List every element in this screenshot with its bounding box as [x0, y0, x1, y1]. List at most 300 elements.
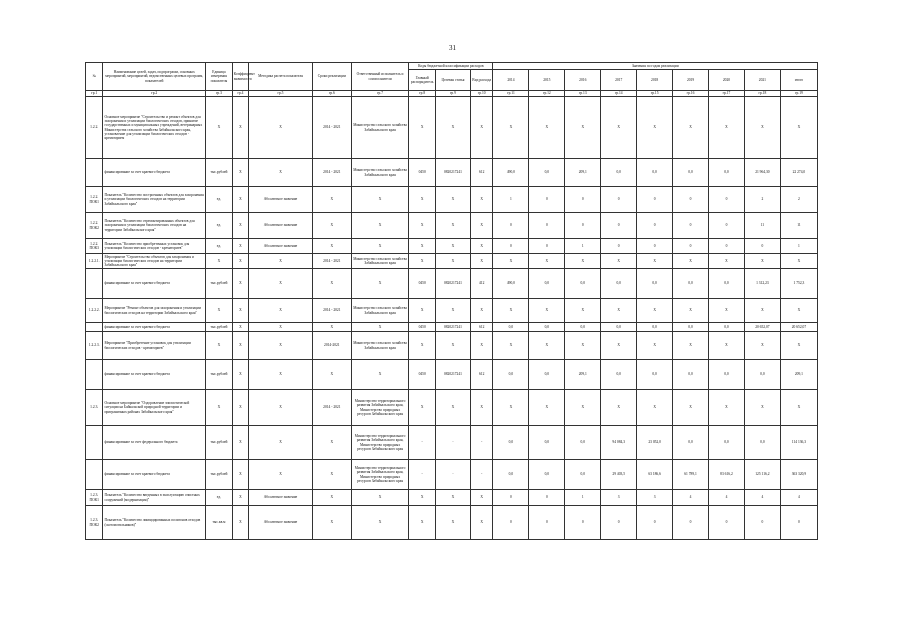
- table-cell: 1 312,23: [744, 269, 780, 299]
- table-cell: X: [206, 332, 233, 360]
- table-cell: 209,1: [565, 360, 601, 390]
- column-number: гр.12: [529, 91, 565, 97]
- table-cell: X: [351, 269, 408, 299]
- table-cell: X: [637, 299, 673, 323]
- table-cell: X: [470, 97, 493, 159]
- table-cell: 0,0: [493, 460, 529, 490]
- table-cell: X: [351, 323, 408, 332]
- table-cell: 0: [709, 187, 745, 213]
- table-cell: X: [436, 490, 471, 506]
- table-cell: 0,0: [637, 159, 673, 187]
- table-cell: X: [232, 159, 248, 187]
- table-cell: 0: [601, 239, 637, 254]
- column-number: гр.7: [351, 91, 408, 97]
- table-cell: X: [436, 97, 471, 159]
- table-cell: 0,0: [601, 323, 637, 332]
- header-method: Методика расчета показателя: [249, 63, 313, 91]
- page-number: 31: [449, 44, 456, 52]
- table-cell: X: [673, 299, 709, 323]
- table-cell: X: [436, 506, 471, 540]
- table-cell: X: [470, 506, 493, 540]
- table-cell: 2: [780, 187, 817, 213]
- table-cell: 61 789,1: [673, 460, 709, 490]
- table-row: [86, 360, 818, 390]
- program-table: [85, 62, 818, 540]
- table-row: [86, 460, 818, 490]
- table-cell: X: [409, 213, 436, 239]
- table-cell: 1.2.3.: [86, 390, 103, 426]
- table-cell: тыс.рублей: [206, 360, 233, 390]
- table-cell: X: [709, 299, 745, 323]
- table-cell: 1: [565, 490, 601, 506]
- table-cell: Показатель "Количество ликвидированных полигонов отходов (скотомогильников)": [103, 506, 206, 540]
- table-cell: X: [232, 269, 248, 299]
- table-cell: X: [312, 426, 351, 460]
- table-cell: 1: [565, 239, 601, 254]
- table-cell: 0,0: [493, 426, 529, 460]
- table-cell: 63 186,6: [637, 460, 673, 490]
- table-cell: X: [565, 97, 601, 159]
- table-cell: 0: [673, 213, 709, 239]
- table-cell: X: [493, 390, 529, 426]
- table-row: [86, 254, 818, 269]
- table-cell: 94 084,3: [601, 426, 637, 460]
- table-cell: X: [232, 254, 248, 269]
- table-cell: X: [232, 460, 248, 490]
- table-cell: Мероприятие "Строительство объектов для захоронения и утилизации биологических отходов на территории Забайкальского края": [103, 254, 206, 269]
- table-cell: тыс.кв.м: [206, 506, 233, 540]
- table-cell: 22 274,0: [780, 159, 817, 187]
- table-cell: X: [232, 299, 248, 323]
- table-cell: тыс.рублей: [206, 159, 233, 187]
- table-cell: X: [637, 332, 673, 360]
- table-cell: 2014 - 2021: [312, 97, 351, 159]
- table-cell: 0: [709, 506, 745, 540]
- table-cell: [86, 269, 103, 299]
- table-cell: финансирование за счет краевого бюджета: [103, 269, 206, 299]
- table-cell: X: [673, 254, 709, 269]
- header-year: итого: [780, 70, 817, 91]
- table-cell: X: [312, 213, 351, 239]
- table-cell: 125 116,2: [744, 460, 780, 490]
- column-number: гр.18: [744, 91, 780, 97]
- table-cell: X: [206, 97, 233, 159]
- table-cell: X: [470, 213, 493, 239]
- table-cell: X: [436, 187, 471, 213]
- table-cell: ед.: [206, 187, 233, 213]
- table-cell: X: [351, 490, 408, 506]
- table-cell: 0820217241: [436, 323, 471, 332]
- table-cell: X: [780, 254, 817, 269]
- table-cell: 0,0: [709, 159, 745, 187]
- header-year: 2015: [529, 70, 565, 91]
- table-cell: 612: [470, 323, 493, 332]
- header-unit: Единица измерения показателя: [206, 63, 233, 91]
- table-cell: X: [709, 97, 745, 159]
- table-cell: X: [232, 187, 248, 213]
- table-cell: 20 652,07: [744, 323, 780, 332]
- header-kbk-col: Вид расхода: [470, 70, 493, 91]
- table-cell: 1: [780, 239, 817, 254]
- table-cell: X: [232, 213, 248, 239]
- table-cell: 1.2.2.2.: [86, 299, 103, 323]
- table-cell: 1 752,3: [780, 269, 817, 299]
- table-cell: 0: [529, 187, 565, 213]
- table-cell: X: [409, 254, 436, 269]
- table-cell: 0,0: [529, 360, 565, 390]
- table-cell: 0: [565, 187, 601, 213]
- table-cell: 612: [470, 159, 493, 187]
- table-cell: 2: [744, 187, 780, 213]
- table-cell: -: [436, 460, 471, 490]
- table-cell: X: [249, 254, 313, 269]
- table-cell: X: [312, 187, 351, 213]
- table-cell: 0,0: [673, 360, 709, 390]
- table-cell: X: [232, 506, 248, 540]
- table-cell: Основное мероприятие "Оздоровление эпизоотической ситуации на Байкальской природной территории и приграничных районах Забайкальского края": [103, 390, 206, 426]
- column-number: гр.14: [601, 91, 637, 97]
- table-cell: 0: [565, 213, 601, 239]
- table-cell: X: [312, 360, 351, 390]
- table-row: [86, 426, 818, 460]
- table-cell: 0,0: [601, 269, 637, 299]
- table-cell: X: [312, 506, 351, 540]
- table-cell: 0,0: [565, 269, 601, 299]
- table-cell: Показатель "Количество введенных в эксплуатацию очистных сооружений (модернизация)": [103, 490, 206, 506]
- table-cell: финансирование за счет краевого бюджета: [103, 323, 206, 332]
- table-cell: X: [529, 254, 565, 269]
- table-cell: X: [351, 506, 408, 540]
- column-number: гр.10: [470, 91, 493, 97]
- table-cell: X: [529, 299, 565, 323]
- table-cell: -: [436, 426, 471, 460]
- table-cell: 0: [529, 506, 565, 540]
- table-cell: 1.2.2. ПОК3: [86, 239, 103, 254]
- table-row: [86, 390, 818, 426]
- column-number: гр.5: [249, 91, 313, 97]
- table-cell: X: [232, 390, 248, 426]
- table-cell: 0,0: [744, 360, 780, 390]
- table-cell: 2014 - 2021: [312, 390, 351, 426]
- table-cell: 4: [780, 490, 817, 506]
- column-number: гр.6: [312, 91, 351, 97]
- table-cell: 0: [744, 239, 780, 254]
- table-cell: X: [493, 332, 529, 360]
- table-cell: X: [249, 159, 313, 187]
- table-cell: X: [565, 254, 601, 269]
- table-cell: -: [409, 460, 436, 490]
- table-cell: X: [206, 299, 233, 323]
- table-cell: X: [673, 332, 709, 360]
- table-cell: 0,0: [529, 323, 565, 332]
- table-cell: 29 403,5: [601, 460, 637, 490]
- column-number: гр.9: [436, 91, 471, 97]
- header-year: 2018: [637, 70, 673, 91]
- table-cell: 1.2.3. ПОК1: [86, 490, 103, 506]
- table-cell: 0: [637, 239, 673, 254]
- table-cell: 1.2.2.3.: [86, 332, 103, 360]
- header-executor: Ответственный исполнитель и соисполнители: [351, 63, 408, 91]
- table-cell: 0,0: [637, 323, 673, 332]
- table-cell: X: [409, 332, 436, 360]
- table-cell: Мероприятие "Приобретение установок для утилизации биологических отходов - крематориев": [103, 332, 206, 360]
- table-cell: тыс.рублей: [206, 460, 233, 490]
- table-cell: X: [493, 97, 529, 159]
- table-cell: Абсолютное значение: [249, 187, 313, 213]
- table-cell: X: [673, 390, 709, 426]
- table-cell: Министерство территориального развития Забайкальского края, Министерство природных ресурсов Забайкальского края: [351, 460, 408, 490]
- header-kbk-col: Главный распорядитель: [409, 70, 436, 91]
- column-number: гр.17: [709, 91, 745, 97]
- table-cell: 0: [673, 239, 709, 254]
- column-number: гр.1: [86, 91, 103, 97]
- table-cell: 0: [709, 213, 745, 239]
- table-cell: X: [637, 97, 673, 159]
- table-cell: X: [232, 426, 248, 460]
- table-cell: X: [565, 332, 601, 360]
- table-row: [86, 187, 818, 213]
- table-cell: -: [409, 426, 436, 460]
- table-cell: 114 136,3: [780, 426, 817, 460]
- table-cell: 0: [493, 239, 529, 254]
- table-cell: 83 616,2: [709, 460, 745, 490]
- table-cell: 0820217241: [436, 269, 471, 299]
- table-cell: 0,0: [529, 460, 565, 490]
- column-number: гр.2: [103, 91, 206, 97]
- table-cell: 2014-2021: [312, 332, 351, 360]
- table-cell: X: [249, 269, 313, 299]
- table-cell: X: [744, 299, 780, 323]
- table-cell: X: [409, 187, 436, 213]
- table-cell: 209,1: [565, 159, 601, 187]
- table-cell: 0: [637, 187, 673, 213]
- table-cell: X: [529, 390, 565, 426]
- table-cell: X: [709, 390, 745, 426]
- table-cell: 0,0: [709, 269, 745, 299]
- table-cell: 0,0: [673, 269, 709, 299]
- table-cell: X: [601, 97, 637, 159]
- table-cell: 0,0: [529, 159, 565, 187]
- table-cell: 20 652,07: [780, 323, 817, 332]
- table-cell: X: [409, 97, 436, 159]
- table-cell: 0,0: [529, 426, 565, 460]
- column-number: гр.8: [409, 91, 436, 97]
- table-cell: X: [601, 299, 637, 323]
- table-cell: 0: [673, 187, 709, 213]
- column-number: гр.19: [780, 91, 817, 97]
- table-cell: X: [206, 390, 233, 426]
- table-cell: 4: [709, 490, 745, 506]
- table-cell: X: [493, 254, 529, 269]
- table-cell: X: [312, 239, 351, 254]
- table-row: [86, 159, 818, 187]
- table-cell: [86, 323, 103, 332]
- table-cell: 0: [601, 506, 637, 540]
- table-cell: Министерство сельского хозяйства Забайкальского края: [351, 332, 408, 360]
- table-cell: 0: [637, 506, 673, 540]
- table-cell: X: [709, 332, 745, 360]
- table-cell: X: [744, 97, 780, 159]
- header-no: №: [86, 63, 103, 91]
- table-cell: Министерство сельского хозяйства Забайкальского края: [351, 299, 408, 323]
- header-year: 2014: [493, 70, 529, 91]
- table-cell: X: [744, 332, 780, 360]
- table-cell: X: [409, 490, 436, 506]
- table-cell: 0,0: [709, 360, 745, 390]
- table-cell: X: [232, 360, 248, 390]
- table-cell: X: [780, 390, 817, 426]
- column-number: гр.15: [637, 91, 673, 97]
- header-year: 2021: [744, 70, 780, 91]
- table-cell: 21 964,30: [744, 159, 780, 187]
- table-cell: X: [436, 332, 471, 360]
- table-cell: 0,0: [601, 360, 637, 390]
- header-year: 2020: [709, 70, 745, 91]
- table-cell: Министерство сельского хозяйства Забайкальского края: [351, 254, 408, 269]
- table-cell: X: [409, 506, 436, 540]
- table-cell: X: [351, 239, 408, 254]
- table-cell: 0: [493, 506, 529, 540]
- table-cell: 0: [637, 213, 673, 239]
- table-cell: 0450: [409, 360, 436, 390]
- table-cell: X: [249, 360, 313, 390]
- table-cell: X: [601, 254, 637, 269]
- table-cell: X: [436, 390, 471, 426]
- table-cell: 1.2.2.1.: [86, 254, 103, 269]
- table-cell: Министерство сельского хозяйства Забайкальского края: [351, 97, 408, 159]
- table-row: [86, 239, 818, 254]
- table-cell: ед.: [206, 213, 233, 239]
- header-year: 2017: [601, 70, 637, 91]
- table-cell: 1.2.2.: [86, 97, 103, 159]
- table-cell: 0,0: [529, 269, 565, 299]
- table-cell: 4: [673, 490, 709, 506]
- table-cell: 0: [601, 213, 637, 239]
- table-cell: тыс.рублей: [206, 323, 233, 332]
- table-cell: X: [351, 360, 408, 390]
- table-cell: X: [249, 390, 313, 426]
- table-cell: X: [529, 332, 565, 360]
- table-cell: Мероприятие "Ремонт объектов для захоронения и утилизации биологических отходов на территории Забайкальского края": [103, 299, 206, 323]
- table-cell: X: [470, 299, 493, 323]
- table-cell: X: [206, 254, 233, 269]
- table-cell: Показатель "Количество отремонтированных объектов для захоронения и утилизации биологических отходов на территории Забайкальского края": [103, 213, 206, 239]
- table-cell: X: [409, 239, 436, 254]
- table-cell: Абсолютное значение: [249, 506, 313, 540]
- table-cell: 0,0: [493, 323, 529, 332]
- table-cell: 23 052,0: [637, 426, 673, 460]
- table-cell: 4: [744, 490, 780, 506]
- table-cell: Министерство территориального развития Забайкальского края, Министерство природных ресурсов Забайкальского края: [351, 426, 408, 460]
- table-cell: 0,0: [565, 426, 601, 460]
- table-cell: Показатель "Количество построенных объектов для захоронения и утилизации биологических отходов на территории Забайкальского края": [103, 187, 206, 213]
- table-cell: 209,1: [780, 360, 817, 390]
- column-number: гр.3: [206, 91, 233, 97]
- table-cell: X: [709, 254, 745, 269]
- table-cell: 0820217241: [436, 159, 471, 187]
- table-cell: X: [673, 97, 709, 159]
- table-cell: Абсолютное значение: [249, 490, 313, 506]
- table-cell: X: [409, 299, 436, 323]
- column-number: гр.13: [565, 91, 601, 97]
- table-cell: X: [312, 490, 351, 506]
- table-cell: X: [565, 299, 601, 323]
- table-cell: X: [436, 213, 471, 239]
- table-cell: X: [249, 332, 313, 360]
- table-cell: X: [601, 390, 637, 426]
- table-cell: 490,0: [493, 159, 529, 187]
- table-cell: X: [232, 239, 248, 254]
- table-cell: 3: [601, 490, 637, 506]
- table-cell: ед.: [206, 490, 233, 506]
- table-cell: 0,0: [673, 426, 709, 460]
- table-cell: X: [249, 460, 313, 490]
- table-cell: 0,0: [565, 323, 601, 332]
- header-kbk-col: Целевая статья: [436, 70, 471, 91]
- table-cell: финансирование за счет федерального бюджета: [103, 426, 206, 460]
- column-number: гр.4: [232, 91, 248, 97]
- table-cell: X: [232, 332, 248, 360]
- table-cell: X: [470, 490, 493, 506]
- table-cell: X: [436, 239, 471, 254]
- table-cell: 0: [601, 187, 637, 213]
- table-cell: 0450: [409, 159, 436, 187]
- table-cell: X: [436, 299, 471, 323]
- table-cell: Абсолютное значение: [249, 239, 313, 254]
- table-cell: финансирование за счет краевого бюджета: [103, 460, 206, 490]
- table-cell: X: [232, 323, 248, 332]
- column-number: гр.11: [493, 91, 529, 97]
- table-cell: X: [470, 332, 493, 360]
- table-cell: 490,0: [493, 269, 529, 299]
- table-cell: [86, 360, 103, 390]
- table-cell: 1.2.3. ПОК2: [86, 506, 103, 540]
- table-row: [86, 332, 818, 360]
- header-coefficient: Коэффициент значимости: [232, 63, 248, 91]
- table-cell: X: [232, 490, 248, 506]
- table-cell: X: [249, 323, 313, 332]
- table-cell: 0: [529, 213, 565, 239]
- header-year: 2019: [673, 70, 709, 91]
- table-cell: 0: [493, 213, 529, 239]
- table-cell: 1: [493, 187, 529, 213]
- table-cell: X: [312, 323, 351, 332]
- table-cell: финансирование за счет краевого бюджета: [103, 159, 206, 187]
- table-cell: -: [470, 460, 493, 490]
- table-cell: 3: [637, 490, 673, 506]
- table-cell: 0: [744, 506, 780, 540]
- table-cell: X: [780, 299, 817, 323]
- header-values-group: Значения по годам реализации: [493, 63, 818, 70]
- table-cell: X: [780, 97, 817, 159]
- table-cell: 0: [565, 506, 601, 540]
- table-cell: Министерство территориального развития Забайкальского края, Министерство природных ресурсов Забайкальского края: [351, 390, 408, 426]
- table-cell: X: [409, 390, 436, 426]
- table-cell: 0820217241: [436, 360, 471, 390]
- table-cell: 0,0: [565, 460, 601, 490]
- table-cell: 1.2.2. ПОК2: [86, 213, 103, 239]
- table-cell: 0: [493, 490, 529, 506]
- table-cell: 2014 - 2021: [312, 159, 351, 187]
- header-kbk-group: Коды бюджетной классификации расходов: [409, 63, 493, 70]
- table-cell: 363 320,9: [780, 460, 817, 490]
- table-cell: 412: [470, 269, 493, 299]
- table-cell: 0,0: [493, 360, 529, 390]
- table-cell: X: [470, 239, 493, 254]
- header-period: Сроки реализации: [312, 63, 351, 91]
- table-cell: [86, 426, 103, 460]
- table-cell: 612: [470, 360, 493, 390]
